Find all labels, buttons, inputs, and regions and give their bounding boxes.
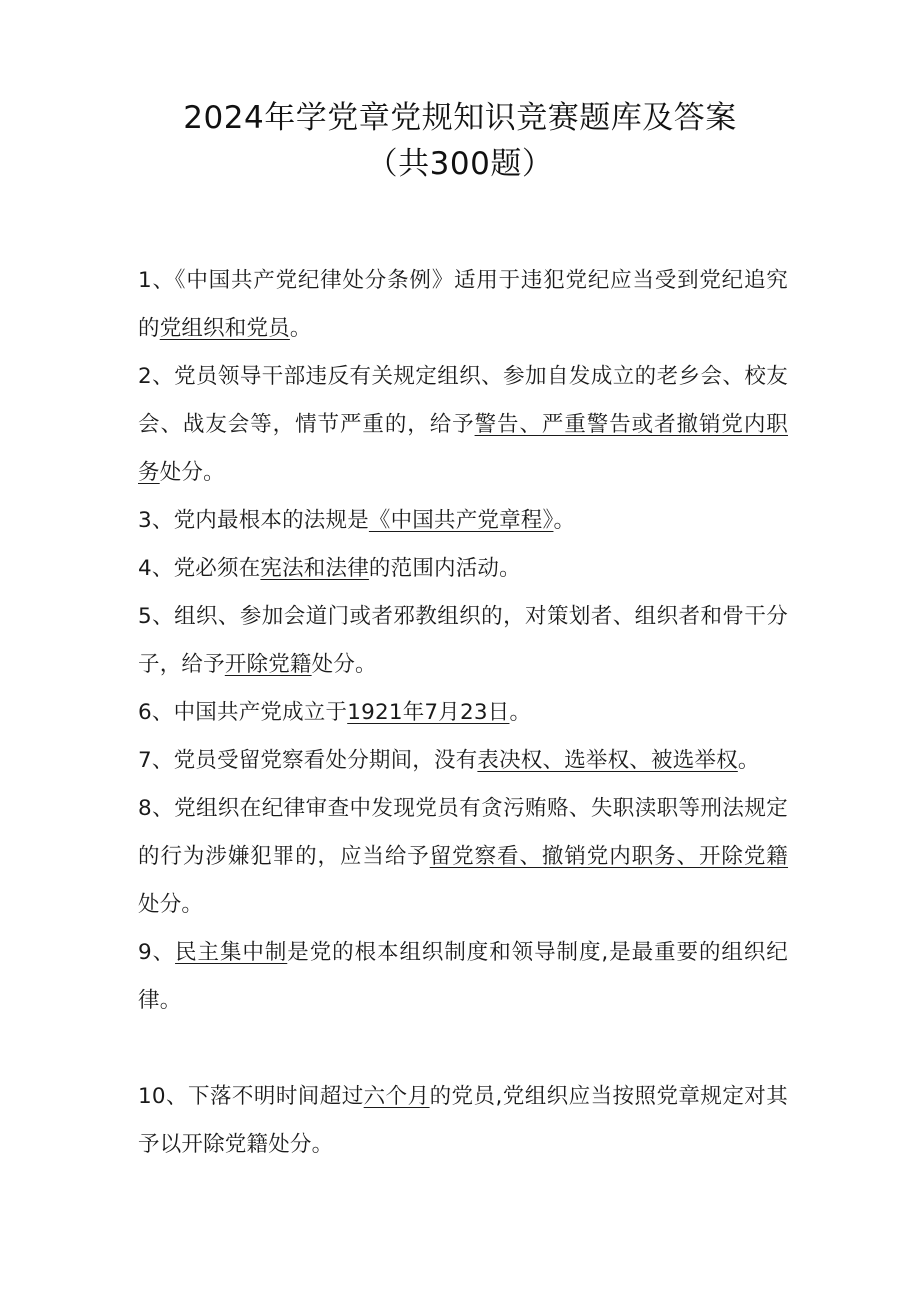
question-text: 处分。 xyxy=(159,460,225,485)
question-item xyxy=(138,497,788,545)
question-item xyxy=(138,785,788,929)
question-text: 党员受留党察看处分期间，没有 xyxy=(173,748,478,773)
question-list xyxy=(0,257,920,1169)
answer-text: 党组织和党员 xyxy=(159,316,290,341)
question-number: 6、 xyxy=(138,700,174,725)
question-text: 处分。 xyxy=(138,892,204,917)
question-text: 。 xyxy=(509,700,532,725)
question-number: 4、 xyxy=(138,556,174,581)
question-item xyxy=(138,737,788,785)
answer-text: 六个月 xyxy=(363,1084,430,1109)
answer-text: 表决权、选举权、被选举权 xyxy=(477,748,738,773)
question-text: 党组织在纪律审查中发现党员有贪污贿赂、失职渎职等刑法规定的行为涉嫌犯罪的，应当给予 xyxy=(138,796,788,869)
question-item xyxy=(138,545,788,593)
question-number: 7、 xyxy=(138,748,174,773)
document-subtitle: （共300题） xyxy=(366,146,554,182)
answer-text: 1921年7月23日 xyxy=(347,700,510,725)
answer-text: 警告、严重警告或者撤销党内职务 xyxy=(138,412,788,485)
question-text: 中国共产党成立于 xyxy=(173,700,348,725)
question-item xyxy=(138,257,788,353)
question-number: 10、 xyxy=(138,1084,188,1109)
question-text: 组织、参加会道门或者邪教组织的，对策划者、组织者和骨干分子，给予 xyxy=(138,604,788,677)
question-number: 9、 xyxy=(138,940,176,965)
question-text: 下落不明时间超过 xyxy=(187,1084,364,1109)
question-item xyxy=(138,929,788,1025)
question-text: 的范围内活动。 xyxy=(368,556,521,581)
question-item xyxy=(138,689,788,737)
question-number: 5、 xyxy=(138,604,175,629)
question-number: 3、 xyxy=(138,508,174,533)
question-text: 党必须在 xyxy=(173,556,261,581)
answer-text: 《中国共产党章程》 xyxy=(368,508,554,533)
question-text: 处分。 xyxy=(311,652,377,677)
answer-text: 开除党籍 xyxy=(224,652,312,677)
document-header xyxy=(0,0,920,187)
question-number: 8、 xyxy=(138,796,175,821)
question-number: 2、 xyxy=(138,364,175,389)
question-text: 。 xyxy=(737,748,760,773)
answer-text: 民主集中制 xyxy=(175,940,288,965)
answer-text: 留党察看、撤销党内职务、开除党籍 xyxy=(429,844,789,869)
question-item xyxy=(138,1073,788,1169)
question-item xyxy=(138,593,788,689)
question-number: 1、 xyxy=(138,268,175,293)
document-title: 2024年学党章党规知识竞赛题库及答案 xyxy=(183,100,737,136)
question-text: 的党员,党组织应当按照党章规定对其予以开除党籍处分。 xyxy=(138,1084,788,1157)
question-text: 党员领导干部违反有关规定组织、参加自发成立的老乡会、校友会、战友会等，情节严重的，给予 xyxy=(138,364,788,437)
answer-text: 宪法和法律 xyxy=(260,556,369,581)
question-text: 。 xyxy=(289,316,312,341)
question-item xyxy=(138,353,788,497)
question-text: 党内最根本的法规是 xyxy=(173,508,369,533)
question-text: 。 xyxy=(553,508,576,533)
question-text: 是党的根本组织制度和领导制度,是最重要的组织纪律。 xyxy=(138,940,788,1013)
question-text: 《中国共产党纪律处分条例》适用于违犯党纪应当受到党纪追究的 xyxy=(138,268,788,341)
